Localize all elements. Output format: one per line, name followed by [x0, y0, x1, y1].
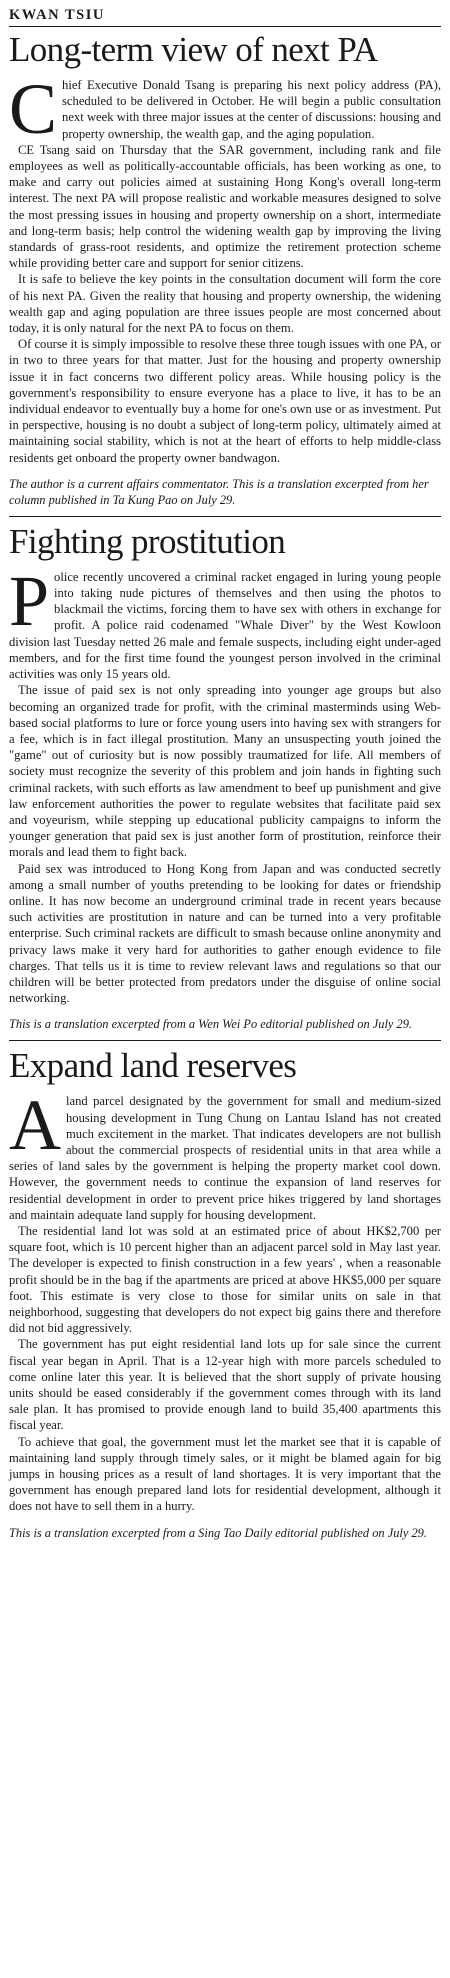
body-paragraph: The issue of paid sex is not only spreading into younger age groups but also becoming an organized trade for profit, with the criminal masterminds using Web-based social platforms to lure or force young users into having sex with strangers for a fee, which is in fact illegal prostitution. Many an unsuspecting youth joined the "game" out of curiosity but is now possibly traumatized for life. All members of society must recognize the severity of this problem and join hands in fighting such criminal rackets, with such efforts as law amendment to beef up punishment and give law enforcement authorities the power to regulate websites that facilitate paid sex and voyeurism, while stepping up educational publicity campaigns to inform the younger generation that paid sex is just another form of prostitution, reinforce their morals and lead them to fight back.: [9, 683, 441, 860]
headline: Fighting prostitution: [9, 521, 286, 561]
body-paragraph: The government has put eight residential land lots up for sale since the current fiscal year began in April. That is a 12-year high with more parcels scheduled to come online later this year. It is believed that the short supply of private housing units should be eased considerably if the government comes through with its land sale plan. It has promised to provide enough land to build 35,400 apartments this fiscal year.: [9, 1337, 441, 1433]
section-divider: [9, 1040, 441, 1041]
source-note: The author is a current affairs commentator. This is a translation excerpted from her column published in Ta Kung Pao on July 29.: [9, 476, 429, 507]
headline: Long-term view of next PA: [9, 30, 378, 69]
lead-paragraph: [9, 1085, 441, 1223]
body-paragraph: It is safe to believe the key points in the consultation document will form the core of his next PA. Given the reality that housing and property ownership, the widening wealth gap and aging population are three issues people are most concerned about today, it is only natural for the next PA to focus on them.: [9, 272, 441, 336]
source-note: This is a translation excerpted from a Wen Wei Po editorial published on July 29.: [9, 1017, 413, 1032]
section-divider: [9, 516, 441, 517]
lead-paragraph: [9, 69, 441, 149]
article-prostitution: [9, 521, 441, 1032]
drop-cap: A: [9, 1085, 61, 1166]
body-paragraph: To achieve that goal, the government must let the market see that it is capable of maintaining land supply through timely sales, or it might be blamed again for big jumps in housing prices as a result of land shortages. It is very important that the government has enough prepared land lots for residential development, although it does not have to sell them in a hurry.: [9, 1434, 441, 1514]
source-note: This is a translation excerpted from a Sing Tao Daily editorial published on July 29.: [9, 1525, 427, 1540]
byline-rule: [9, 26, 441, 27]
headline: Expand land reserves: [9, 1046, 297, 1086]
article-pa: [9, 29, 441, 508]
byline: KWAN TSIU: [9, 7, 105, 23]
lead-text: land parcel designated by the government for small and medium-sized housing development in Tung Chung on Lantau Island has not created much excitement in the market. That indicates developers are not bullish about the commercial prospects of residential units in that area while a series of land sales by the government is helping the property market cool down. However, the government needs to continue the expansion of land reserves for residential development in order to prevent price hikes triggered by land shortages and maintain adequate land supply for housing development.: [9, 1094, 441, 1222]
body-paragraph: The residential land lot was sold at an estimated price of about HK$2,700 per square foot, which is 10 percent higher than an adjacent parcel sold in May last year. The developer is expected to finish construction in a few years' , when a reasonable profit should be in the bag if the apartments are priced at above HK$5,000 per square foot. This estimate is very close to those for similar units on sale in that neighborhood, suggesting that developers do not expect big gains there and therefore did not bid aggressively.: [9, 1223, 441, 1336]
body-paragraph: Paid sex was introduced to Hong Kong from Japan and was conducted secretly among a small number of youths pretending to be looking for dates or friendship online. It has now become an underground criminal trade in recent years because such activities are prostitution in nature and can be turned into a very profitable enterprise. Such criminal rackets are difficult to smash because online anonymity and privacy laws make it very hard for authorities to gather enough evidence to file charges. That tells us it is time to review relevant laws and regulations so that our children will be better protected from predators under the disguise of online social networking.: [9, 861, 441, 1006]
body-paragraph: CE Tsang said on Thursday that the SAR government, including rank and file employees as well as politically-accountable officials, has been working as one, to make and carry out policies aimed at sustaining Hong Kong's overall long-term interest. The next PA will propose realistic and workable measures designed to solve the most pressing issues in housing and property ownership on a short, intermediate and long-term basis; help control the widening wealth gap by improving the living standards of grass-root residents, and optimize the retirement protection scheme while providing better care and support for senior citizens.: [9, 142, 441, 271]
lead-paragraph: [9, 560, 441, 682]
article-land: [9, 1045, 441, 1540]
drop-cap: C: [9, 69, 58, 149]
lead-text: hief Executive Donald Tsang is preparing his next policy address (PA), scheduled to be delivered in October. He will begin a public consultation next week with three major issues at the center of discussions: housing and property ownership, the wealth gap, and the aging population.: [62, 78, 441, 141]
body-paragraph: Of course it is simply impossible to resolve these three tough issues with one PA, or in two to three years for that matter. Just for the housing and property ownership issue it in fact concerns two different policy areas. While housing policy is the government's responsibility to ensure everyone has a place to live, it has to be an individual endeavor to eventually buy a home for one's own use or as investment. Put in perspective, housing is no doubt a subject of long-term policy, ultimately aimed at maintaining social stability, which is not at the heart of efforts to help middle-class residents get onboard the property owner bandwagon.: [9, 337, 441, 465]
drop-cap: P: [9, 560, 50, 641]
lead-text: olice recently uncovered a criminal racket engaged in luring young people into taking nude pictures of themselves and then using the photos to blackmail the victims, forcing them to have sex with others in exchange for profit. A police raid codenamed "Whale Diver" by the West Kowloon division last Tuesday netted 26 male and female suspects, including eight under-aged members, and for the first time found the youngest person involved in the criminal activities was only 15 years old.: [9, 569, 441, 682]
